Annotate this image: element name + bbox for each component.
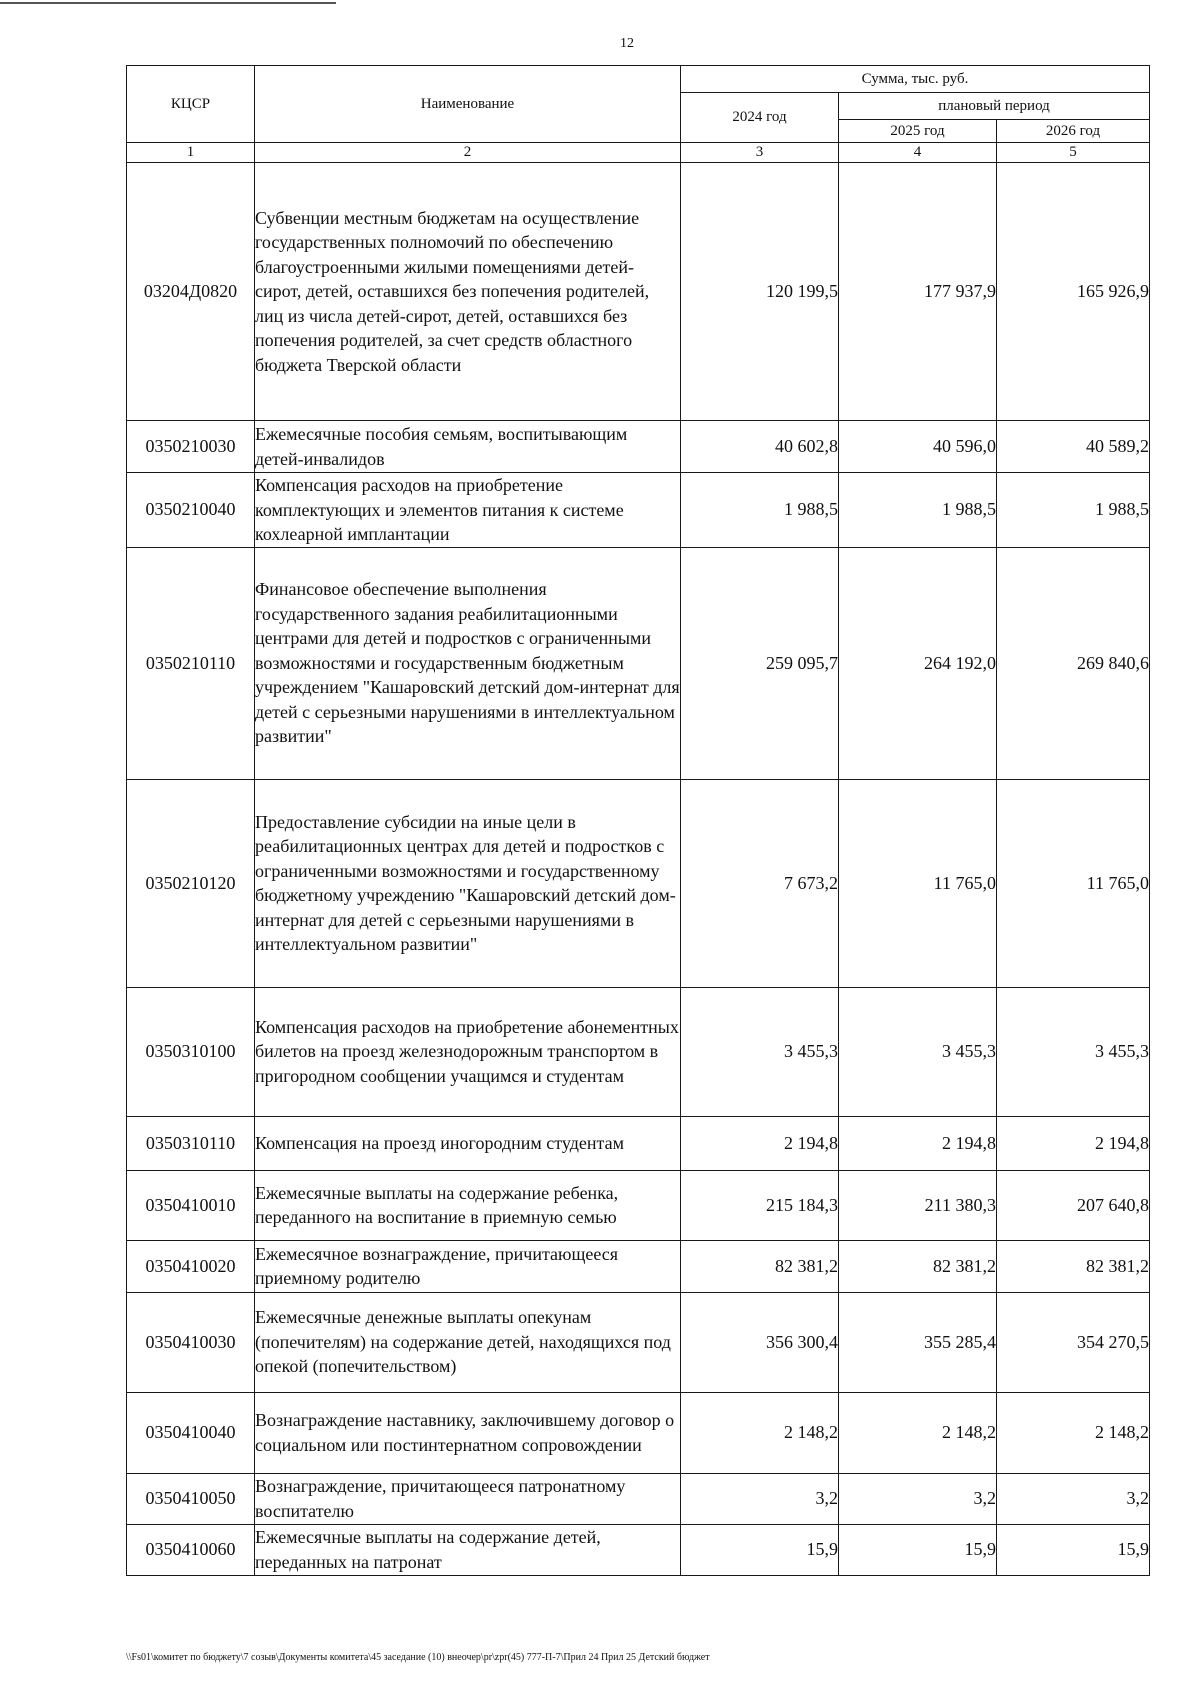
- row-value-2024: 1 988,5: [681, 473, 839, 548]
- table-row: [127, 779, 1150, 987]
- table-row: [127, 1473, 1150, 1524]
- column-number: 5: [997, 143, 1150, 163]
- row-value-2026: 82 381,2: [997, 1240, 1150, 1292]
- header-name: Наименование: [255, 66, 681, 143]
- row-name: Компенсация расходов на приобретение абонементных билетов на проезд железнодорожным транспортом в пригородном сообщении учащимся и студентам: [255, 987, 681, 1116]
- row-value-2026: 2 194,8: [997, 1116, 1150, 1170]
- row-name: Ежемесячные денежные выплаты опекунам (попечителям) на содержание детей, находящихся под опекой (попечительством): [255, 1292, 681, 1392]
- column-number-row: [127, 143, 1150, 163]
- table-row: [127, 547, 1150, 779]
- row-code: 03204Д0820: [127, 163, 255, 421]
- row-code: 0350210030: [127, 421, 255, 473]
- row-value-2025: 211 380,3: [839, 1170, 997, 1240]
- row-name: Ежемесячные выплаты на содержание детей, переданных на патронат: [255, 1524, 681, 1575]
- row-value-2024: 40 602,8: [681, 421, 839, 473]
- table-row: [127, 1170, 1150, 1240]
- table-row: [127, 473, 1150, 548]
- row-value-2025: 3,2: [839, 1473, 997, 1524]
- column-number: 2: [255, 143, 681, 163]
- table-row: [127, 1524, 1150, 1575]
- row-value-2024: 7 673,2: [681, 779, 839, 987]
- footer-file-path: \\Fs01\комитет по бюджету\7 созыв\Документы комитета\45 заседание (10) внеочер\pr\zpr(45) 777-П-7\Прил 24 Прил 25 Детский бюджет: [126, 1652, 710, 1663]
- row-value-2026: 269 840,6: [997, 547, 1150, 779]
- row-value-2024: 3,2: [681, 1473, 839, 1524]
- column-number: 4: [839, 143, 997, 163]
- row-value-2026: 3,2: [997, 1473, 1150, 1524]
- row-value-2026: 40 589,2: [997, 421, 1150, 473]
- row-name: Субвенции местным бюджетам на осуществление государственных полномочий по обеспечению благоустроенными жилыми помещениями детей-сирот, детей, оставшихся без попечения родителей, лиц из числа детей-сирот, детей, оставшихся без попечения родителей, за счет средств областного бюджета Тверской области: [255, 163, 681, 421]
- row-code: 0350410010: [127, 1170, 255, 1240]
- table-row: [127, 421, 1150, 473]
- row-value-2024: 215 184,3: [681, 1170, 839, 1240]
- column-number: 1: [127, 143, 255, 163]
- row-value-2024: 120 199,5: [681, 163, 839, 421]
- row-value-2024: 2 148,2: [681, 1392, 839, 1473]
- row-value-2024: 2 194,8: [681, 1116, 839, 1170]
- row-value-2024: 259 095,7: [681, 547, 839, 779]
- row-code: 0350210040: [127, 473, 255, 548]
- row-value-2025: 2 194,8: [839, 1116, 997, 1170]
- table-row: [127, 1292, 1150, 1392]
- scan-edge-line: [0, 2, 336, 4]
- row-value-2024: 3 455,3: [681, 987, 839, 1116]
- row-value-2025: 82 381,2: [839, 1240, 997, 1292]
- row-code: 0350410060: [127, 1524, 255, 1575]
- row-value-2026: 1 988,5: [997, 473, 1150, 548]
- row-value-2025: 177 937,9: [839, 163, 997, 421]
- row-value-2025: 264 192,0: [839, 547, 997, 779]
- row-value-2024: 82 381,2: [681, 1240, 839, 1292]
- row-value-2026: 354 270,5: [997, 1292, 1150, 1392]
- row-code: 0350410050: [127, 1473, 255, 1524]
- header-year-2026: 2026 год: [997, 120, 1150, 143]
- header-year-2024: 2024 год: [681, 93, 839, 143]
- row-value-2026: 15,9: [997, 1524, 1150, 1575]
- row-value-2025: 1 988,5: [839, 473, 997, 548]
- table-row: [127, 1240, 1150, 1292]
- row-name: Ежемесячные пособия семьям, воспитывающим детей-инвалидов: [255, 421, 681, 473]
- row-value-2025: 15,9: [839, 1524, 997, 1575]
- row-name: Предоставление субсидии на иные цели в реабилитационных центрах для детей и подростков с ограниченными возможностями и государственному бюджетному учреждению "Кашаровский детский дом-интернат для детей с серьезными нарушениями в интеллектуальном развитии": [255, 779, 681, 987]
- row-code: 0350410040: [127, 1392, 255, 1473]
- table-row: [127, 1392, 1150, 1473]
- row-value-2025: 3 455,3: [839, 987, 997, 1116]
- table-row: [127, 1116, 1150, 1170]
- row-value-2024: 15,9: [681, 1524, 839, 1575]
- budget-table: [126, 65, 1150, 1576]
- row-code: 0350210120: [127, 779, 255, 987]
- page-number: 12: [620, 36, 634, 51]
- row-value-2025: 2 148,2: [839, 1392, 997, 1473]
- row-value-2024: 356 300,4: [681, 1292, 839, 1392]
- row-name: Вознаграждение наставнику, заключившему договор о социальном или постинтернатном сопровождении: [255, 1392, 681, 1473]
- row-name: Ежемесячные выплаты на содержание ребенка, переданного на воспитание в приемную семью: [255, 1170, 681, 1240]
- row-code: 0350310110: [127, 1116, 255, 1170]
- row-name: Ежемесячное вознаграждение, причитающееся приемному родителю: [255, 1240, 681, 1292]
- row-code: 0350410030: [127, 1292, 255, 1392]
- column-number: 3: [681, 143, 839, 163]
- header-year-2025: 2025 год: [839, 120, 997, 143]
- header-sum: Сумма, тыс. руб.: [681, 66, 1150, 93]
- row-value-2025: 40 596,0: [839, 421, 997, 473]
- row-value-2026: 207 640,8: [997, 1170, 1150, 1240]
- row-value-2025: 11 765,0: [839, 779, 997, 987]
- table-row: [127, 987, 1150, 1116]
- row-name: Компенсация расходов на приобретение комплектующих и элементов питания к системе кохлеарной имплантации: [255, 473, 681, 548]
- row-name: Финансовое обеспечение выполнения государственного задания реабилитационными центрами для детей и подростков с ограниченными возможностями и государственным бюджетным учреждением "Кашаровский детский дом-интернат для детей с серьезными нарушениями в интеллектуальном развитии": [255, 547, 681, 779]
- row-code: 0350410020: [127, 1240, 255, 1292]
- header-code: КЦСР: [127, 66, 255, 143]
- row-name: Компенсация на проезд иногородним студентам: [255, 1116, 681, 1170]
- row-code: 0350210110: [127, 547, 255, 779]
- row-value-2025: 355 285,4: [839, 1292, 997, 1392]
- header-planning-period: плановый период: [839, 93, 1150, 120]
- row-value-2026: 2 148,2: [997, 1392, 1150, 1473]
- row-name: Вознаграждение, причитающееся патронатному воспитателю: [255, 1473, 681, 1524]
- row-value-2026: 165 926,9: [997, 163, 1150, 421]
- row-value-2026: 11 765,0: [997, 779, 1150, 987]
- row-value-2026: 3 455,3: [997, 987, 1150, 1116]
- row-code: 0350310100: [127, 987, 255, 1116]
- table-row: [127, 163, 1150, 421]
